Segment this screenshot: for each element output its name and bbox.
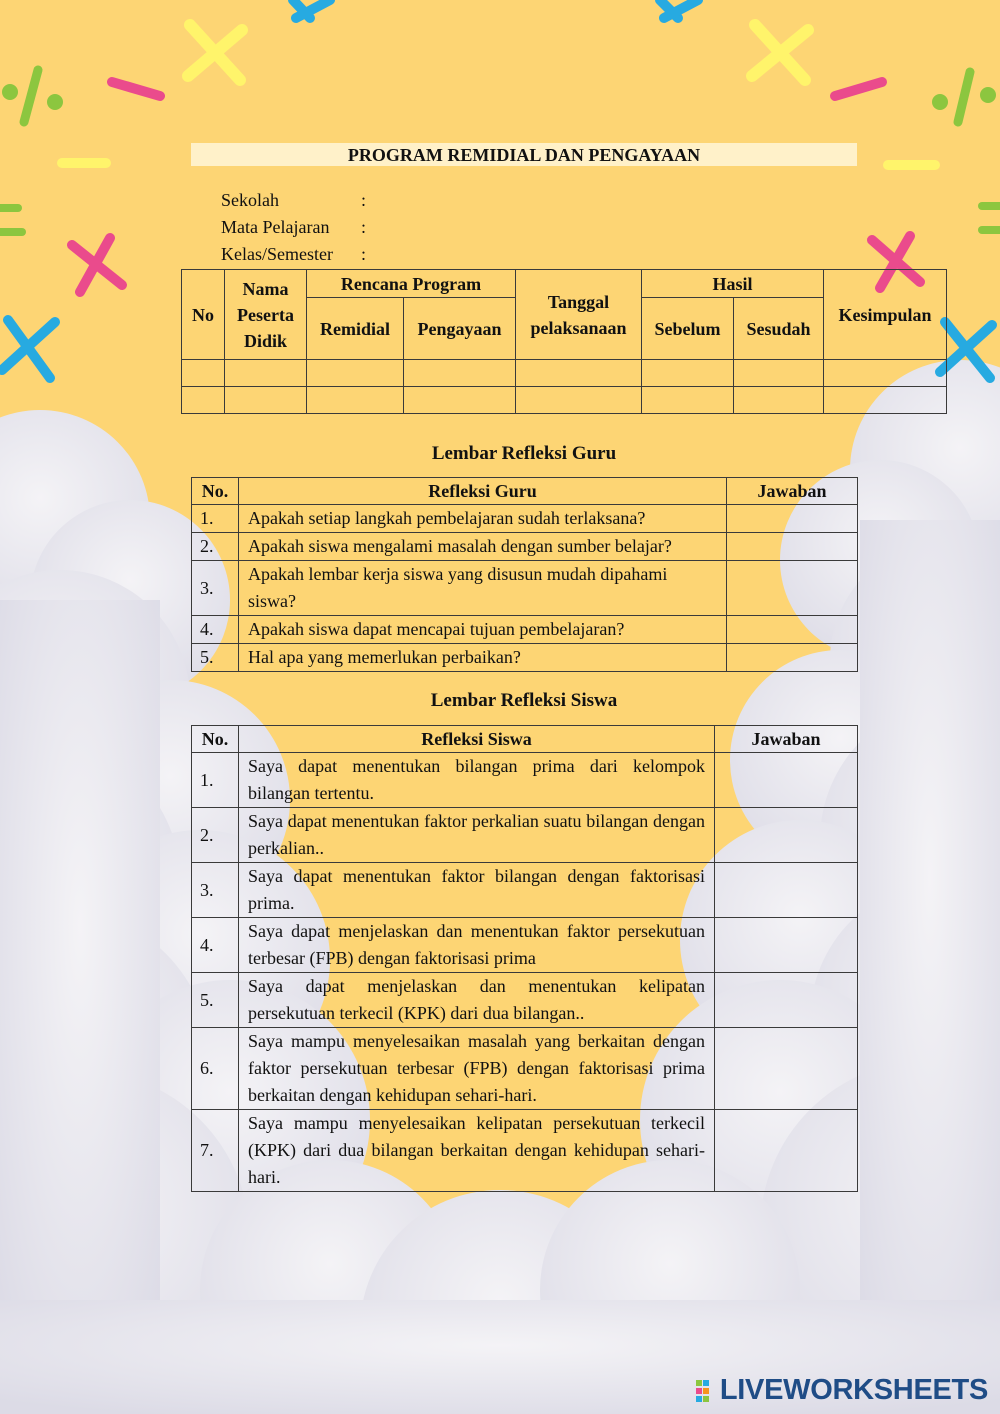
answer-cell[interactable] (715, 863, 858, 918)
table-row (192, 533, 858, 561)
row-number: 4. (192, 616, 239, 644)
table-row (192, 973, 858, 1028)
row-number: 7. (192, 1110, 239, 1192)
answer-cell[interactable] (404, 387, 516, 414)
answer-cell[interactable] (715, 1028, 858, 1110)
info-separator: : (361, 190, 367, 210)
header-sesudah: Sesudah (734, 298, 824, 360)
refleksi-siswa-table (191, 725, 858, 1192)
info-separator: : (361, 244, 367, 264)
statement-text: Saya dapat menjelaskan dan menentukan kelipatan persekutuan terkecil (KPK) dari dua bilangan.. (239, 973, 715, 1028)
table-row (192, 753, 858, 808)
answer-cell[interactable] (727, 533, 858, 561)
answer-cell[interactable] (516, 360, 642, 387)
statement-text: Saya mampu menyelesaikan masalah yang berkaitan dengan faktor persekutuan terbesar (FPB) dengan faktorisasi prima berkaitan dengan kehidupan sehari-hari. (239, 1028, 715, 1110)
question-text: Apakah siswa mengalami masalah dengan sumber belajar? (239, 533, 727, 561)
answer-cell[interactable] (715, 918, 858, 973)
info-row-sekolah (221, 189, 366, 211)
row-number: 1. (192, 753, 239, 808)
table-row (192, 505, 858, 533)
row-number: 4. (192, 918, 239, 973)
question-text: Apakah siswa dapat mencapai tujuan pembelajaran? (239, 616, 727, 644)
header-kesimpulan: Kesimpulan (824, 270, 947, 360)
header-remidial: Remidial (307, 298, 404, 360)
header-tanggal-pelaksanaan: Tanggal pelaksanaan (516, 270, 642, 360)
row-number: 2. (192, 533, 239, 561)
answer-cell[interactable] (642, 387, 734, 414)
refleksi-guru-title: Lembar Refleksi Guru (431, 443, 617, 464)
statement-text: Saya mampu menyelesaikan kelipatan persekutuan terkecil (KPK) dari dua bilangan berkaitan dengan kehidupan sehari-hari. (239, 1110, 715, 1192)
answer-cell[interactable] (734, 387, 824, 414)
table-row (182, 387, 947, 414)
header-hasil: Hasil (642, 270, 824, 298)
row-number: 6. (192, 1028, 239, 1110)
statement-text: Saya dapat menentukan faktor bilangan dengan faktorisasi prima. (239, 863, 715, 918)
answer-cell[interactable] (734, 360, 824, 387)
row-number: 5. (192, 644, 239, 672)
header-sebelum: Sebelum (642, 298, 734, 360)
answer-cell[interactable] (727, 616, 858, 644)
statement-text: Saya dapat menentukan bilangan prima dari kelompok bilangan tertentu. (239, 753, 715, 808)
info-label: Mata Pelajaran (221, 217, 330, 237)
header-rencana-program: Rencana Program (307, 270, 516, 298)
answer-cell[interactable] (715, 808, 858, 863)
statement-text: Saya dapat menjelaskan dan menentukan faktor persekutuan terbesar (FPB) dengan faktorisasi prima (239, 918, 715, 973)
answer-cell[interactable] (715, 973, 858, 1028)
question-text: Apakah setiap langkah pembelajaran sudah terlaksana? (239, 505, 727, 533)
table-row (182, 360, 947, 387)
answer-cell[interactable] (715, 1110, 858, 1192)
answer-cell[interactable] (727, 505, 858, 533)
answer-cell[interactable] (307, 387, 404, 414)
table-row (192, 561, 858, 616)
header-refleksi-guru: Refleksi Guru (239, 478, 727, 505)
answer-cell[interactable] (225, 387, 307, 414)
question-text: Apakah lembar kerja siswa yang disusun mudah dipahami siswa? (239, 561, 727, 616)
info-row-kelas-semester (221, 243, 366, 265)
question-text: Hal apa yang memerlukan perbaikan? (239, 644, 727, 672)
answer-cell[interactable] (182, 360, 225, 387)
header-jawaban: Jawaban (715, 726, 858, 753)
answer-cell[interactable] (727, 561, 858, 616)
row-number: 3. (192, 561, 239, 616)
table-row (192, 644, 858, 672)
row-number: 2. (192, 808, 239, 863)
table-row (192, 808, 858, 863)
statement-text: Saya dapat menentukan faktor perkalian suatu bilangan dengan perkalian.. (239, 808, 715, 863)
row-number: 1. (192, 505, 239, 533)
table-row (192, 1110, 858, 1192)
header-no: No. (192, 478, 239, 505)
answer-cell[interactable] (225, 360, 307, 387)
answer-cell[interactable] (642, 360, 734, 387)
table-row (192, 918, 858, 973)
answer-cell[interactable] (307, 360, 404, 387)
answer-cell[interactable] (727, 644, 858, 672)
info-label: Sekolah (221, 190, 279, 210)
answer-cell[interactable] (824, 360, 947, 387)
row-number: 5. (192, 973, 239, 1028)
row-number: 3. (192, 863, 239, 918)
refleksi-siswa-title: Lembar Refleksi Siswa (430, 690, 618, 711)
answer-cell[interactable] (404, 360, 516, 387)
header-refleksi-siswa: Refleksi Siswa (239, 726, 715, 753)
program-table (181, 269, 947, 414)
table-row (192, 1028, 858, 1110)
table-row (192, 863, 858, 918)
liveworksheets-logo (696, 1374, 988, 1407)
refleksi-guru-table (191, 477, 858, 672)
header-no: No. (192, 726, 239, 753)
header-nama-peserta-didik: Nama Peserta Didik (225, 270, 307, 360)
info-row-mata-pelajaran (221, 216, 366, 238)
answer-cell[interactable] (715, 753, 858, 808)
page-title: PROGRAM REMIDIAL DAN PENGAYAAN (191, 143, 857, 166)
answer-cell[interactable] (824, 387, 947, 414)
header-pengayaan: Pengayaan (404, 298, 516, 360)
table-row (192, 616, 858, 644)
liveworksheets-logo-text: LIVEWORKSHEETS (719, 1374, 988, 1406)
liveworksheets-logo-icon (696, 1378, 718, 1404)
answer-cell[interactable] (516, 387, 642, 414)
info-label: Kelas/Semester (221, 244, 333, 264)
header-no: No (182, 270, 225, 360)
header-jawaban: Jawaban (727, 478, 858, 505)
answer-cell[interactable] (182, 387, 225, 414)
info-separator: : (361, 217, 367, 237)
